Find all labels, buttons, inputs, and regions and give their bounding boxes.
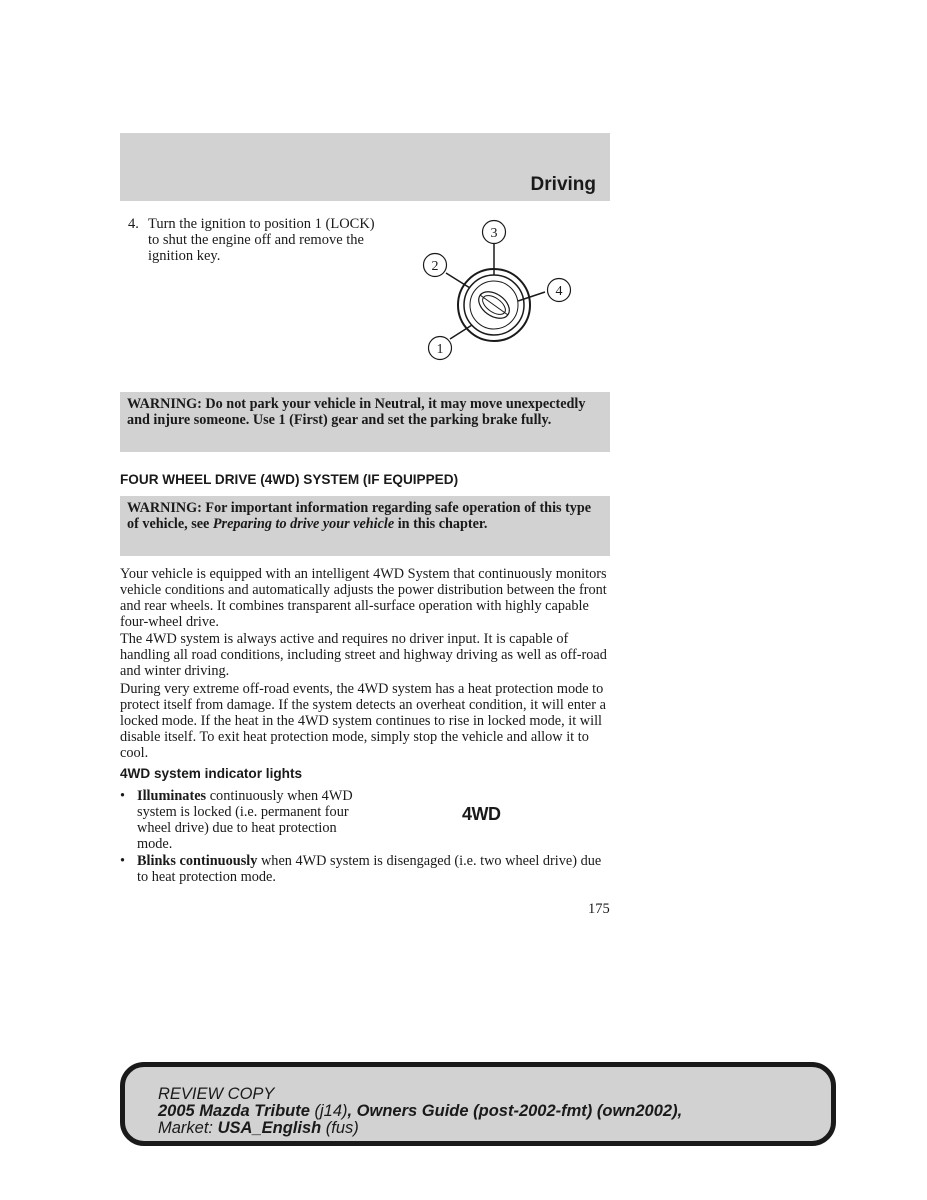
- warning-prefix: WARNING: For important information regarding safe operation of this type of vehicle, see: [127, 500, 592, 532]
- footer-line-3: Market: USA_English (fus): [158, 1119, 359, 1137]
- bullet-dot: •: [120, 788, 126, 804]
- step-number: 4.: [128, 216, 139, 232]
- chapter-header: [120, 133, 610, 201]
- footer-text: [158, 1086, 682, 1137]
- svg-text:1: 1: [436, 342, 444, 357]
- warning-suffix: in this chapter.: [394, 516, 488, 532]
- 4wd-indicator-symbol: 4WD: [462, 804, 501, 824]
- paragraph-always-active: The 4WD system is always active and requires no driver input. It is capable of handling all road conditions, including street and highway driving as well as off-road and winter driving.: [120, 631, 607, 679]
- svg-text:4: 4: [555, 284, 563, 299]
- warning-cross-reference: Preparing to drive your vehicle: [212, 516, 395, 532]
- position-label-2: [424, 254, 447, 277]
- position-label-3: [483, 221, 506, 244]
- footer-line-1: REVIEW COPY: [158, 1085, 275, 1103]
- step-4: [128, 216, 378, 264]
- position-label-1: [429, 337, 452, 360]
- step-text: Turn the ignition to position 1 (LOCK) to shut the engine off and remove the ignition key.: [148, 216, 375, 264]
- bullet-illuminates: [120, 788, 365, 852]
- bullet-text: continuously when 4WD system is locked (i.e. permanent four wheel drive) due to heat protection mode.: [137, 788, 353, 852]
- chapter-title: Driving: [530, 174, 596, 195]
- bullet-blinks: [120, 853, 612, 885]
- ignition-switch-diagram: [410, 215, 580, 365]
- section-title-4wd: FOUR WHEEL DRIVE (4WD) SYSTEM (IF EQUIPPED): [120, 472, 459, 487]
- warning-safe-operation: [120, 496, 610, 556]
- page-number: 175: [588, 901, 610, 917]
- bullet-text: when 4WD system is disengaged (i.e. two wheel drive) due to heat protection mode.: [137, 853, 602, 885]
- paragraph-intelligent-4wd: Your vehicle is equipped with an intelligent 4WD System that continuously monitors vehicle conditions and automatically adjusts the power distribution between the front and rear wheels. It combines transparent all-surface operation with highly capable four-wheel drive.: [120, 566, 607, 630]
- bullet-lead: Blinks continuously: [137, 853, 258, 869]
- bullet-lead: Illuminates: [137, 788, 207, 804]
- indicator-lights-heading: 4WD system indicator lights: [120, 766, 303, 781]
- paragraph-heat-protection: During very extreme off-road events, the 4WD system has a heat protection mode to protect itself from damage. If the system detects an overheat condition, it will enter a locked mode. If the heat in the 4WD system continues to rise in locked mode, it will disable itself. To exit heat protection mode, simply stop the vehicle and allow it to cool.: [120, 681, 606, 761]
- warning-neutral-parking: WARNING: Do not park your vehicle in Neutral, it may move unexpectedly and injure someone. Use 1 (First) gear and set the parking brake fully.: [120, 392, 610, 452]
- svg-text:2: 2: [431, 259, 439, 274]
- svg-text:3: 3: [490, 226, 498, 241]
- bullet-dot: •: [120, 853, 126, 869]
- footer-line-2: 2005 Mazda Tribute (j14), Owners Guide (post-2002-fmt) (own2002),: [158, 1102, 683, 1120]
- position-label-4: [548, 279, 571, 302]
